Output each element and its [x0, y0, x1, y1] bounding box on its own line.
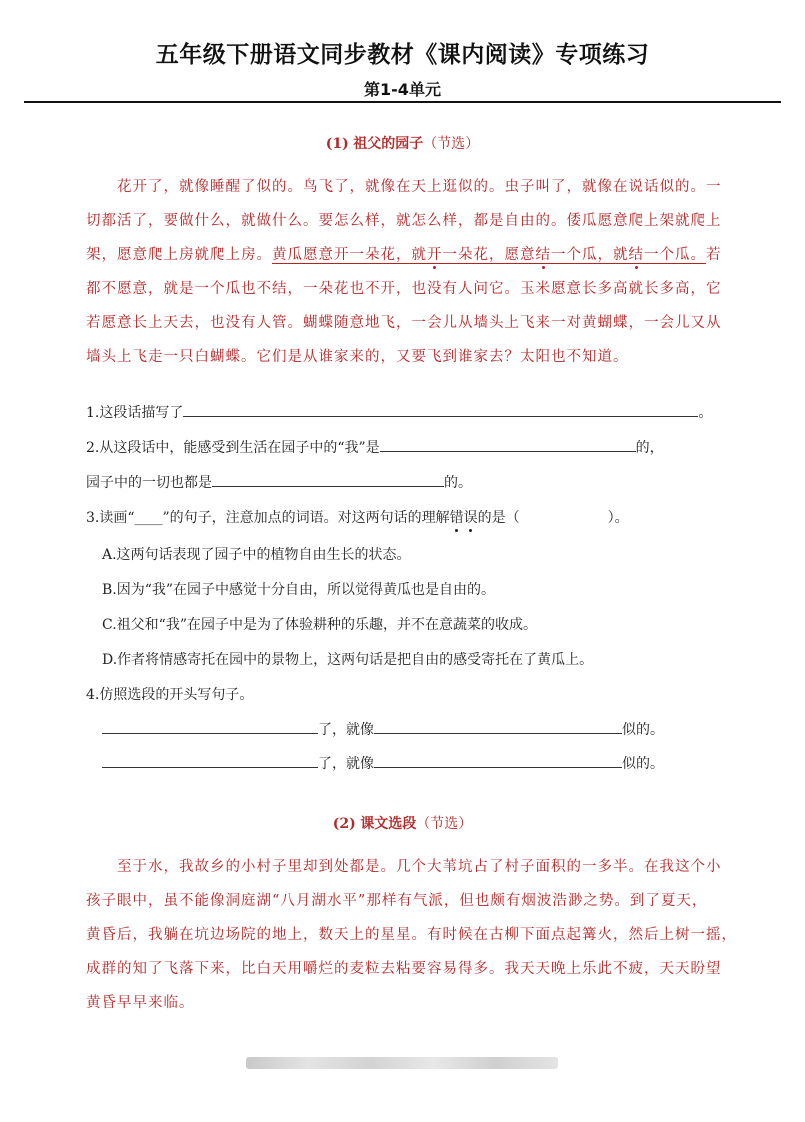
dotted-word: 开 — [427, 247, 443, 263]
question-1 — [86, 402, 712, 422]
question-text: 1.这段话描写了 — [86, 405, 184, 421]
question-text: 的是（ — [477, 510, 520, 526]
dotted-word: 误 — [463, 510, 478, 526]
section2-number: (2) — [332, 816, 356, 832]
underlined-text: 一朵花，愿意 — [442, 247, 536, 263]
answer-blank[interactable] — [102, 753, 318, 768]
question-2b — [86, 472, 472, 492]
page-subtitle: 第1-4单元 — [364, 80, 441, 99]
option-a[interactable]: A.这两句话表现了园子中的植物自由生长的状态。 — [102, 547, 411, 563]
section1-note: （节选） — [423, 136, 480, 152]
section2-title: 课文选段 — [360, 816, 417, 832]
passage-line: 成群的知了飞落下来，比白天用嚼烂的麦粒去粘要容易得多。我天天晚上乐此不疲，天天盼望 — [86, 961, 722, 977]
question-3 — [86, 507, 629, 527]
dotted-word: 错 — [449, 510, 464, 526]
header-divider — [24, 101, 781, 103]
passage-line: 墙头上飞走一只白蝴蝶。它们是从谁家来的，又要飞到谁家去？太阳也不知道。 — [86, 349, 629, 365]
section2-passage — [86, 850, 737, 1020]
passage-line: 切都活了，要做什么，就做什么。要怎么样，就怎么样，都是自由的。倭瓜愿意爬上架就爬上 — [86, 213, 722, 229]
blurred-footer-watermark — [246, 1057, 558, 1069]
option-b[interactable]: B.因为“我”在园子中感觉十分自由，所以觉得黄瓜也是自由的。 — [102, 582, 496, 598]
section2-note: （节选） — [416, 816, 473, 832]
question-text: 。 — [698, 405, 713, 421]
passage-line: 黄昏早早来临。 — [86, 995, 195, 1011]
question-2 — [86, 437, 664, 457]
question-4-line-2 — [102, 753, 664, 773]
passage-line: 都不愿意，就是一个瓜也不结，一朵花也不开，也没有人问它。玉米愿意长多高就长多高，它 — [86, 281, 722, 297]
question-text: 2.从这段话中，能感受到生活在园子中的“我”是 — [86, 440, 380, 456]
question-4: 4.仿照选段的开头写句子。 — [86, 687, 254, 703]
underlined-sentence — [272, 247, 706, 263]
answer-blank[interactable] — [374, 719, 622, 734]
passage-line: 若愿意长上天去，也没有人管。蝴蝶随意地飞，一会儿从墙头上飞来一对黄蝴蝶，一会儿又从 — [86, 315, 722, 331]
answer-blank[interactable] — [212, 472, 444, 487]
question-text: 的， — [635, 440, 664, 456]
question-text: 的。 — [444, 475, 472, 491]
passage-line-underlined — [86, 238, 726, 272]
option-d[interactable]: D.作者将情感寄托在园中的景物上，这两句话是把自由的感受寄托在了黄瓜上。 — [102, 652, 594, 668]
section2-heading — [0, 813, 805, 833]
answer-blank[interactable] — [380, 437, 636, 452]
question-text: 3.读画“ — [86, 510, 135, 526]
passage-line: 孩子眼中，虽不能像洞庭湖“八月湖水平”那样有气派，但也颇有烟波浩渺之势。到了夏天， — [86, 893, 708, 909]
passage-line: 至于水，我故乡的小村子里却到处都是。几个大苇坑占了村子面积的一多半。在我这个小 — [117, 859, 722, 875]
question-text: 了，就像 — [318, 756, 374, 772]
answer-blank[interactable] — [183, 402, 698, 417]
answer-blank[interactable] — [102, 719, 318, 734]
question-4-line-1 — [102, 719, 664, 739]
question-text: 似的。 — [622, 722, 664, 738]
question-text: ）。 — [607, 510, 629, 526]
underlined-text: 黄瓜愿意开一朵花，就 — [272, 247, 427, 263]
passage-line: 黄昏后，我躺在坑边场院的地上，数天上的星星。有时候在古柳下面点起篝火，然后上树一摇， — [86, 927, 737, 943]
dotted-word: 结 — [535, 247, 551, 263]
page-title: 五年级下册语文同步教材《课内阅读》专项练习 — [155, 42, 650, 68]
passage-line: 花开了，就像睡醒了似的。鸟飞了，就像在天上逛似的。虫子叫了，就像在说话似的。一 — [117, 179, 722, 195]
question-text: 似的。 — [622, 756, 664, 772]
underlined-text: 一个瓜。 — [644, 247, 706, 263]
question-text: ____ — [134, 510, 163, 526]
dotted-word: 结 — [628, 247, 644, 263]
underlined-text: 一个瓜，就 — [551, 247, 629, 263]
section1-title: 祖父的园子 — [353, 136, 424, 152]
section1-number: (1) — [325, 136, 349, 152]
passage-text: 若 — [706, 247, 722, 263]
question-text: ”的句子，注意加点的词语。对这两句话的理解 — [162, 510, 450, 526]
passage-text: 架，愿意爬上房就爬上房。 — [86, 247, 272, 263]
question-text: 了，就像 — [318, 722, 374, 738]
answer-blank[interactable] — [374, 753, 622, 768]
option-c[interactable]: C.祖父和“我”在园子中是为了体验耕种的乐趣，并不在意蔬菜的收成。 — [102, 617, 537, 633]
question-text: 园子中的一切也都是 — [86, 475, 212, 491]
section1-heading — [0, 133, 805, 153]
section1-passage — [86, 170, 726, 374]
